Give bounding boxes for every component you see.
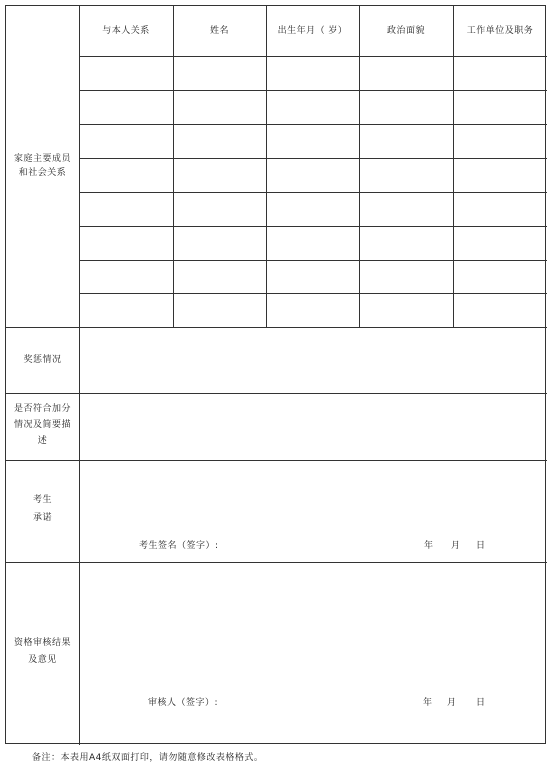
review-field[interactable] <box>80 563 546 744</box>
review-label-line1: 资格审核结果 <box>13 638 71 648</box>
family-cell[interactable] <box>80 159 173 192</box>
family-cell[interactable] <box>267 57 359 90</box>
header-employer-position: 工作单位及职务 <box>466 26 534 36</box>
family-cell[interactable] <box>454 294 546 327</box>
family-cell[interactable] <box>267 227 359 260</box>
family-cell[interactable] <box>174 159 266 192</box>
family-cell[interactable] <box>454 193 546 226</box>
family-cell[interactable] <box>267 159 359 192</box>
family-cell[interactable] <box>267 193 359 226</box>
bonus-label-line3: 述 <box>37 436 48 446</box>
bonus-field[interactable] <box>80 394 546 460</box>
family-cell[interactable] <box>454 261 546 293</box>
pledge-signature-label: 考生签名（签字）: <box>139 541 219 551</box>
family-cell[interactable] <box>454 227 546 260</box>
pledge-day: 日 <box>476 541 486 551</box>
family-cell[interactable] <box>174 261 266 293</box>
family-cell[interactable] <box>360 193 453 226</box>
family-cell[interactable] <box>174 57 266 90</box>
family-cell[interactable] <box>360 125 453 158</box>
footnote: 备注：本表用A4纸双面打印，请勿随意修改表格格式。 <box>32 753 264 763</box>
review-signature-label: 审核人（签字）: <box>148 698 219 708</box>
family-section-label <box>6 152 79 180</box>
pledge-label <box>6 493 79 525</box>
family-cell[interactable] <box>360 159 453 192</box>
family-cell[interactable] <box>267 261 359 293</box>
family-cell[interactable] <box>174 227 266 260</box>
family-cell[interactable] <box>360 294 453 327</box>
family-cell[interactable] <box>267 91 359 124</box>
family-cell[interactable] <box>80 294 173 327</box>
review-label <box>6 636 79 667</box>
family-cell[interactable] <box>80 227 173 260</box>
family-cell[interactable] <box>80 57 173 90</box>
family-label-line2: 和社会关系 <box>18 168 67 178</box>
family-label-line1: 家庭主要成员 <box>13 154 71 164</box>
family-cell[interactable] <box>80 261 173 293</box>
header-birth-age: 出生年月（ 岁） <box>277 26 348 36</box>
family-cell[interactable] <box>454 125 546 158</box>
pledge-year: 年 <box>424 541 434 551</box>
family-cell[interactable] <box>360 261 453 293</box>
family-cell[interactable] <box>360 91 453 124</box>
family-cell[interactable] <box>174 125 266 158</box>
family-cell[interactable] <box>80 193 173 226</box>
family-cell[interactable] <box>174 193 266 226</box>
family-cell[interactable] <box>360 227 453 260</box>
pledge-label-line2: 承诺 <box>32 513 52 523</box>
bonus-label <box>6 402 79 448</box>
review-month: 月 <box>447 698 457 708</box>
family-cell[interactable] <box>267 294 359 327</box>
review-day: 日 <box>476 698 486 708</box>
review-label-line2: 及意见 <box>28 655 57 665</box>
header-political-status: 政治面貌 <box>386 26 425 36</box>
bonus-label-line2: 情况及简要描 <box>13 420 71 430</box>
pledge-month: 月 <box>451 541 461 551</box>
family-cell[interactable] <box>174 294 266 327</box>
pledge-label-line1: 考生 <box>32 495 52 505</box>
family-cell[interactable] <box>174 91 266 124</box>
header-name: 姓名 <box>209 26 229 36</box>
family-cell[interactable] <box>454 159 546 192</box>
awards-label: 奖惩情况 <box>23 355 62 365</box>
family-cell[interactable] <box>454 57 546 90</box>
registration-form-table <box>5 5 546 744</box>
family-cell[interactable] <box>80 125 173 158</box>
header-relationship: 与本人关系 <box>102 26 150 36</box>
family-cell[interactable] <box>80 91 173 124</box>
family-cell[interactable] <box>267 125 359 158</box>
family-cell[interactable] <box>360 57 453 90</box>
review-year: 年 <box>423 698 433 708</box>
family-cell[interactable] <box>454 91 546 124</box>
awards-field[interactable] <box>80 328 546 393</box>
bonus-label-line1: 是否符合加分 <box>13 404 71 414</box>
